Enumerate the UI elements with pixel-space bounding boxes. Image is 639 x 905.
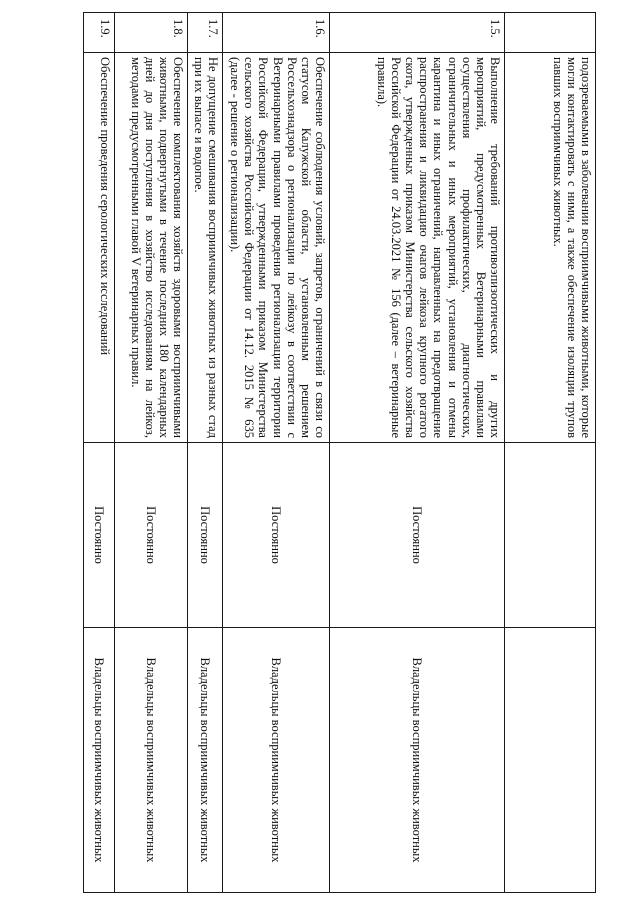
row-number: 1.6. <box>223 13 330 53</box>
row-number: 1.7. <box>188 13 223 53</box>
row-number: 1.8. <box>115 13 188 53</box>
row-responsible: Владельцы восприимчивых животных <box>115 628 188 893</box>
measures-table <box>83 12 596 893</box>
table-row <box>223 13 330 893</box>
row-description: подозреваемыми в заболевании восприимчивыми животными, которые могли контактировать с ними, а также обеспечение изоляции трупов павших восприимчивых животных. <box>505 53 596 443</box>
table-row <box>330 13 505 893</box>
table-row <box>115 13 188 893</box>
row-responsible: Владельцы восприимчивых животных <box>84 628 115 893</box>
row-term <box>505 443 596 628</box>
row-description: Обеспечение соблюдения условий, запретов, ограничений в связи со статусом Калужской области, установленным решением Россельхознадзора о регионализации по лейкозу в соответствии с Ветеринарными правилами проведения регионализации территории Российской Федерации, утвержденными приказом Министерства сельского хозяйства Российской Федерации от 14.12. 2015 № 635 (далее - решение о регионализации). <box>223 53 330 443</box>
row-number <box>505 13 596 53</box>
row-term: Постоянно <box>84 443 115 628</box>
table-row <box>188 13 223 893</box>
table-row <box>505 13 596 893</box>
row-description: Выполнение требований противоэпизоотических и других мероприятий, предусмотренных Ветеринарными правилами осуществления профилактических, диагностических, ограничительных и иных мероприятий, установления и отмены карантина и иных ограничений, направленных на предотвращение распространения и ликвидацию очагов лейкоза крупного рогатого скота, утвержденных приказом Министерства сельского хозяйства Российской Федерации от 24.03.2021 № 156 (далее – ветеринарные правила). <box>330 53 505 443</box>
row-responsible <box>505 628 596 893</box>
row-term: Постоянно <box>115 443 188 628</box>
row-responsible: Владельцы восприимчивых животных <box>223 628 330 893</box>
row-term: Постоянно <box>188 443 223 628</box>
row-description: Не допущение смешивания восприимчивых животных из разных стад при их выпасе и водопое. <box>188 53 223 443</box>
row-number: 1.5. <box>330 13 505 53</box>
row-number: 1.9. <box>84 13 115 53</box>
row-description: Обеспечение комплектования хозяйств здоровыми восприимчивыми животными, подвергнутыми в течение последних 180 календарных дней до дня поступления в хозяйство исследованиям на лейкоз, методами предусмотренными главой V ветеринарных правил. <box>115 53 188 443</box>
row-responsible: Владельцы восприимчивых животных <box>188 628 223 893</box>
row-description: Обеспечение проведения серологических исследований <box>84 53 115 443</box>
row-term: Постоянно <box>330 443 505 628</box>
table-row <box>84 13 115 893</box>
row-responsible: Владельцы восприимчивых животных <box>330 628 505 893</box>
row-term: Постоянно <box>223 443 330 628</box>
measures-table-container <box>36 12 596 892</box>
